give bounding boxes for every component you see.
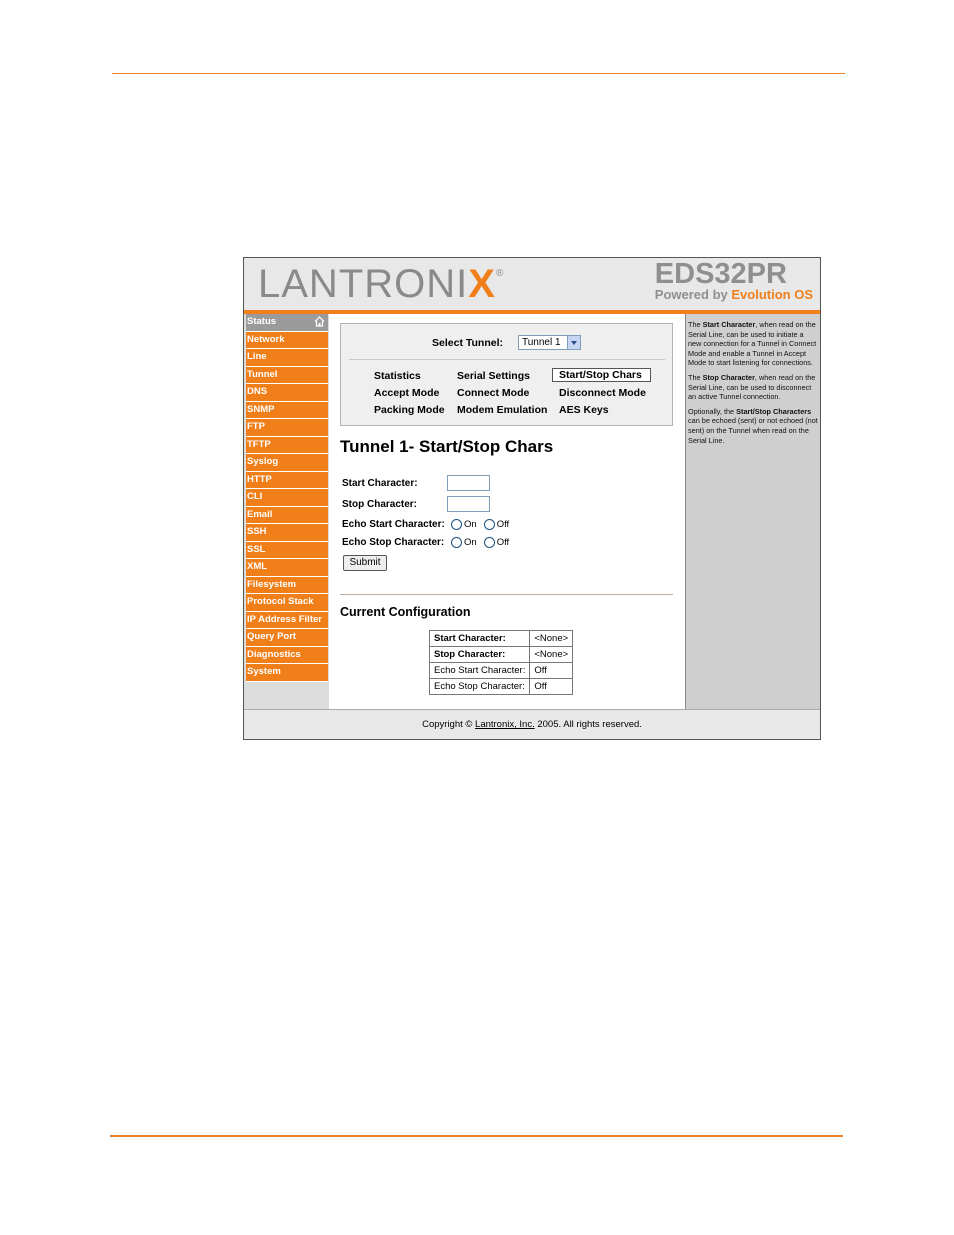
config-key: Start Character: <box>430 631 530 647</box>
os-name: Evolution OS <box>731 287 813 302</box>
current-configuration-title: Current Configuration <box>340 605 471 619</box>
header-banner <box>244 258 820 310</box>
sidebar <box>244 314 329 709</box>
sidebar-item-filesystem[interactable]: Filesystem <box>246 577 328 595</box>
document-header-rule <box>112 73 845 74</box>
tab-disconnect-mode[interactable]: Disconnect Mode <box>559 387 646 399</box>
stop-character-input[interactable] <box>447 496 490 512</box>
logo-registered: ® <box>495 268 505 279</box>
sidebar-item-line[interactable]: Line <box>246 349 328 367</box>
powered-by-label: Powered by <box>654 287 732 302</box>
help-text: The <box>688 320 703 329</box>
sidebar-item-syslog[interactable]: Syslog <box>246 454 328 472</box>
config-value: <None> <box>530 631 573 647</box>
tunnel-select-value: Tunnel 1 <box>522 337 561 348</box>
tunnel-selector-panel <box>340 323 673 426</box>
echo-stop-off-radio[interactable] <box>484 537 495 548</box>
radio-label-on: On <box>464 519 477 530</box>
stop-character-label: Stop Character: <box>342 499 418 510</box>
sidebar-item-system[interactable]: System <box>246 664 328 682</box>
panel-divider <box>349 359 665 360</box>
sidebar-item-http[interactable]: HTTP <box>246 472 328 490</box>
footer <box>244 709 820 739</box>
config-key: Echo Start Character: <box>430 663 530 679</box>
lantronix-link[interactable]: Lantronix, Inc. <box>475 719 535 730</box>
radio-label-on: On <box>464 537 477 548</box>
config-key: Echo Stop Character: <box>430 679 530 695</box>
sidebar-item-tftp[interactable]: TFTP <box>246 437 328 455</box>
lantronix-logo <box>258 262 504 307</box>
tab-statistics[interactable]: Statistics <box>374 370 421 382</box>
start-character-input[interactable] <box>447 475 490 491</box>
tab-aes-keys[interactable]: AES Keys <box>559 404 609 416</box>
sidebar-item-snmp[interactable]: SNMP <box>246 402 328 420</box>
config-key: Stop Character: <box>430 647 530 663</box>
sidebar-item-tunnel[interactable]: Tunnel <box>246 367 328 385</box>
copyright-suffix: 2005. All rights reserved. <box>534 719 642 730</box>
home-icon[interactable] <box>314 316 325 327</box>
help-term: Start/Stop Characters <box>736 406 812 416</box>
tab-accept-mode[interactable]: Accept Mode <box>374 387 440 399</box>
current-configuration-table <box>429 630 573 695</box>
product-model: EDS32PR <box>654 258 787 290</box>
help-panel <box>685 314 820 709</box>
help-text: The <box>688 372 703 382</box>
table-row <box>430 679 573 695</box>
sidebar-item-diagnostics[interactable]: Diagnostics <box>246 647 328 665</box>
radio-label-off: Off <box>496 519 510 530</box>
help-term: Start Character <box>702 320 756 329</box>
tunnel-select[interactable] <box>518 335 581 350</box>
help-text: Optionally, the <box>688 406 737 416</box>
sidebar-item-xml[interactable]: XML <box>246 559 328 577</box>
sidebar-item-protocol-stack[interactable]: Protocol Stack <box>246 594 328 612</box>
copyright-text: Copyright © <box>422 719 476 730</box>
config-value: <None> <box>530 647 573 663</box>
tab-packing-mode[interactable]: Packing Mode <box>374 404 445 416</box>
powered-by <box>655 287 813 302</box>
echo-stop-radio-group <box>451 537 516 548</box>
sidebar-item-ftp[interactable]: FTP <box>246 419 328 437</box>
sidebar-item-query-port[interactable]: Query Port <box>246 629 328 647</box>
sidebar-item-ssl[interactable]: SSL <box>246 542 328 560</box>
sidebar-item-ip-address-filter[interactable]: IP Address Filter <box>246 612 328 630</box>
help-stop-character <box>688 373 818 402</box>
echo-start-on-radio[interactable] <box>451 519 462 530</box>
select-tunnel-label: Select Tunnel: <box>432 337 503 349</box>
browser-screenshot-frame <box>243 257 821 740</box>
logo-text: LANTRONI <box>258 262 469 306</box>
help-term: Stop Character <box>702 372 755 382</box>
sidebar-item-status[interactable] <box>246 314 328 332</box>
logo-x: X <box>468 262 496 306</box>
table-row <box>430 647 573 663</box>
sidebar-item-cli[interactable]: CLI <box>246 489 328 507</box>
help-echo <box>688 407 818 445</box>
table-row <box>430 663 573 679</box>
tab-serial-settings[interactable]: Serial Settings <box>457 370 530 382</box>
sidebar-item-dns[interactable]: DNS <box>246 384 328 402</box>
radio-label-off: Off <box>496 537 510 548</box>
echo-stop-on-radio[interactable] <box>451 537 462 548</box>
submit-button[interactable]: Submit <box>343 555 387 571</box>
table-row <box>430 631 573 647</box>
sidebar-item-network[interactable]: Network <box>246 332 328 350</box>
product-name <box>655 258 813 302</box>
chevron-down-icon[interactable] <box>567 336 580 349</box>
sidebar-nav <box>246 314 328 682</box>
sidebar-item-ssh[interactable]: SSH <box>246 524 328 542</box>
tab-connect-mode[interactable]: Connect Mode <box>457 387 530 399</box>
main-content <box>329 314 684 709</box>
config-value: Off <box>530 663 573 679</box>
config-value: Off <box>530 679 573 695</box>
echo-stop-label: Echo Stop Character: <box>342 537 445 548</box>
echo-start-off-radio[interactable] <box>484 519 495 530</box>
document-footer-rule <box>110 1135 843 1137</box>
echo-start-label: Echo Start Character: <box>342 519 445 530</box>
section-divider <box>340 594 673 595</box>
help-text: , when read on the Serial Line, can be used to disconnect an active Tunnel connection. <box>688 372 816 402</box>
help-start-character <box>688 320 818 368</box>
start-character-label: Start Character: <box>342 478 418 489</box>
sidebar-item-label: Status <box>247 316 277 327</box>
sidebar-item-email[interactable]: Email <box>246 507 328 525</box>
tab-start-stop-chars[interactable]: Start/Stop Chars <box>552 368 651 382</box>
help-text: can be echoed (sent) or not echoed (not sent) on the Tunnel when read on the Serial Line. <box>688 416 818 445</box>
tab-modem-emulation[interactable]: Modem Emulation <box>457 404 548 416</box>
help-text: , when read on the Serial Line, can be used to initiate a new connection for a Tunnel in Connect Mode and enable a Tunnel in Accept Mode to start listening for connections. <box>688 320 817 368</box>
echo-start-radio-group <box>451 519 516 530</box>
page-title: Tunnel 1- Start/Stop Chars <box>340 437 554 456</box>
